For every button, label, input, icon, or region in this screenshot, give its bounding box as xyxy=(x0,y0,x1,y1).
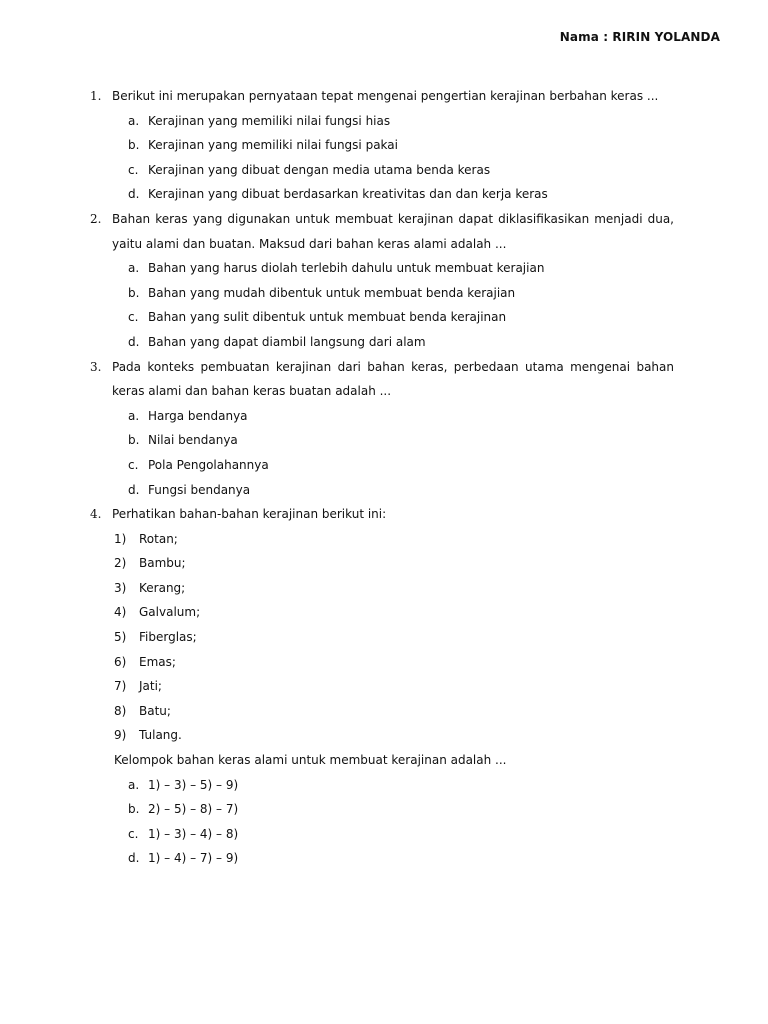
option-letter: a. xyxy=(128,113,140,128)
option-text: 1) – 4) – 7) – 9) xyxy=(148,851,239,866)
material-text: Jati; xyxy=(139,679,162,694)
question-lead-text: Kelompok bahan keras alami untuk membuat kerajinan adalah ... xyxy=(114,753,507,768)
material-item xyxy=(90,551,674,576)
option-item xyxy=(90,773,674,798)
option-item xyxy=(90,478,674,503)
option-letter: d. xyxy=(128,851,140,866)
option-letter: b. xyxy=(128,138,140,153)
question-number: 1. xyxy=(90,89,102,103)
option-letter: d. xyxy=(128,187,140,202)
material-item xyxy=(90,650,674,675)
material-item xyxy=(90,625,674,650)
option-letter: c. xyxy=(128,310,139,325)
material-number: 8) xyxy=(114,703,127,718)
option-item xyxy=(90,453,674,478)
option-text: Bahan yang sulit dibentuk untuk membuat benda kerajinan xyxy=(148,310,507,325)
material-item xyxy=(90,600,674,625)
option-text: Kerajinan yang memiliki nilai fungsi hias xyxy=(148,113,391,128)
material-text: Emas; xyxy=(139,654,176,669)
question-number: 2. xyxy=(90,211,102,226)
option-item xyxy=(90,846,674,871)
option-text: Kerajinan yang memiliki nilai fungsi pakai xyxy=(148,138,398,153)
material-number: 3) xyxy=(114,580,127,595)
option-item xyxy=(90,305,674,330)
question-3 xyxy=(90,355,674,404)
question-number: 3. xyxy=(90,359,102,374)
material-number: 2) xyxy=(114,556,127,571)
option-text: Fungsi bendanya xyxy=(148,482,251,497)
question-number: 4. xyxy=(90,507,102,522)
option-item xyxy=(90,158,674,183)
material-text: Galvalum; xyxy=(139,605,201,620)
option-letter: b. xyxy=(128,433,140,448)
option-item xyxy=(90,404,674,429)
material-text: Fiberglas; xyxy=(139,630,197,645)
option-item xyxy=(90,256,674,281)
question-list xyxy=(90,84,674,871)
option-letter: c. xyxy=(128,826,139,841)
option-text: Bahan yang dapat diambil langsung dari alam xyxy=(148,334,426,349)
option-item xyxy=(90,133,674,158)
option-text: Kerajinan yang dibuat dengan media utama benda keras xyxy=(148,162,491,177)
material-text: Rotan; xyxy=(139,531,178,546)
question-text: Bahan keras yang digunakan untuk membuat kerajinan dapat diklasifikasikan menjadi dua, yaitu alami dan buatan. Maksud dari bahan keras alami adalah ... xyxy=(112,211,674,251)
material-number: 9) xyxy=(114,728,127,743)
material-number: 4) xyxy=(114,605,127,620)
material-text: Batu; xyxy=(139,703,171,718)
option-item xyxy=(90,109,674,134)
material-item xyxy=(90,527,674,552)
question-1 xyxy=(90,84,674,109)
option-item xyxy=(90,330,674,355)
option-text: Pola Pengolahannya xyxy=(148,457,269,472)
option-text: 1) – 3) – 5) – 9) xyxy=(148,777,239,792)
question-text: Pada konteks pembuatan kerajinan dari bahan keras, perbedaan utama mengenai bahan keras alami dan bahan keras buatan adalah ... xyxy=(112,359,674,399)
option-text: Harga bendanya xyxy=(148,408,248,423)
option-letter: b. xyxy=(128,802,140,817)
option-item xyxy=(90,822,674,847)
material-number: 1) xyxy=(114,531,127,546)
option-item xyxy=(90,797,674,822)
option-item xyxy=(90,182,674,207)
question-4 xyxy=(90,502,674,527)
material-item xyxy=(90,674,674,699)
material-item xyxy=(90,723,674,748)
material-number: 7) xyxy=(114,679,127,694)
option-letter: a. xyxy=(128,777,140,792)
option-letter: b. xyxy=(128,285,140,300)
option-text: Kerajinan yang dibuat berdasarkan kreativitas dan dan kerja keras xyxy=(148,187,548,202)
material-number: 5) xyxy=(114,630,127,645)
material-item xyxy=(90,576,674,601)
option-text: 1) – 3) – 4) – 8) xyxy=(148,826,239,841)
material-number: 6) xyxy=(114,654,127,669)
option-text: Bahan yang harus diolah terlebih dahulu untuk membuat kerajian xyxy=(148,261,545,276)
option-item xyxy=(90,281,674,306)
option-letter: c. xyxy=(128,457,139,472)
question-text: Perhatikan bahan-bahan kerajinan berikut ini: xyxy=(112,507,387,522)
question-2 xyxy=(90,207,674,256)
material-text: Bambu; xyxy=(139,556,186,571)
material-text: Kerang; xyxy=(139,580,186,595)
option-letter: a. xyxy=(128,408,140,423)
option-letter: c. xyxy=(128,162,139,177)
option-item xyxy=(90,428,674,453)
option-text: Bahan yang mudah dibentuk untuk membuat benda kerajian xyxy=(148,285,516,300)
option-letter: d. xyxy=(128,482,140,497)
option-letter: d. xyxy=(128,334,140,349)
option-text: 2) – 5) – 8) – 7) xyxy=(148,802,239,817)
option-letter: a. xyxy=(128,261,140,276)
question-text: Berikut ini merupakan pernyataan tepat mengenai pengertian kerajinan berbahan keras ... xyxy=(112,89,659,103)
material-text: Tulang. xyxy=(139,728,182,743)
option-text: Nilai bendanya xyxy=(148,433,238,448)
material-item xyxy=(90,699,674,724)
student-name: Nama : RIRIN YOLANDA xyxy=(559,30,720,44)
